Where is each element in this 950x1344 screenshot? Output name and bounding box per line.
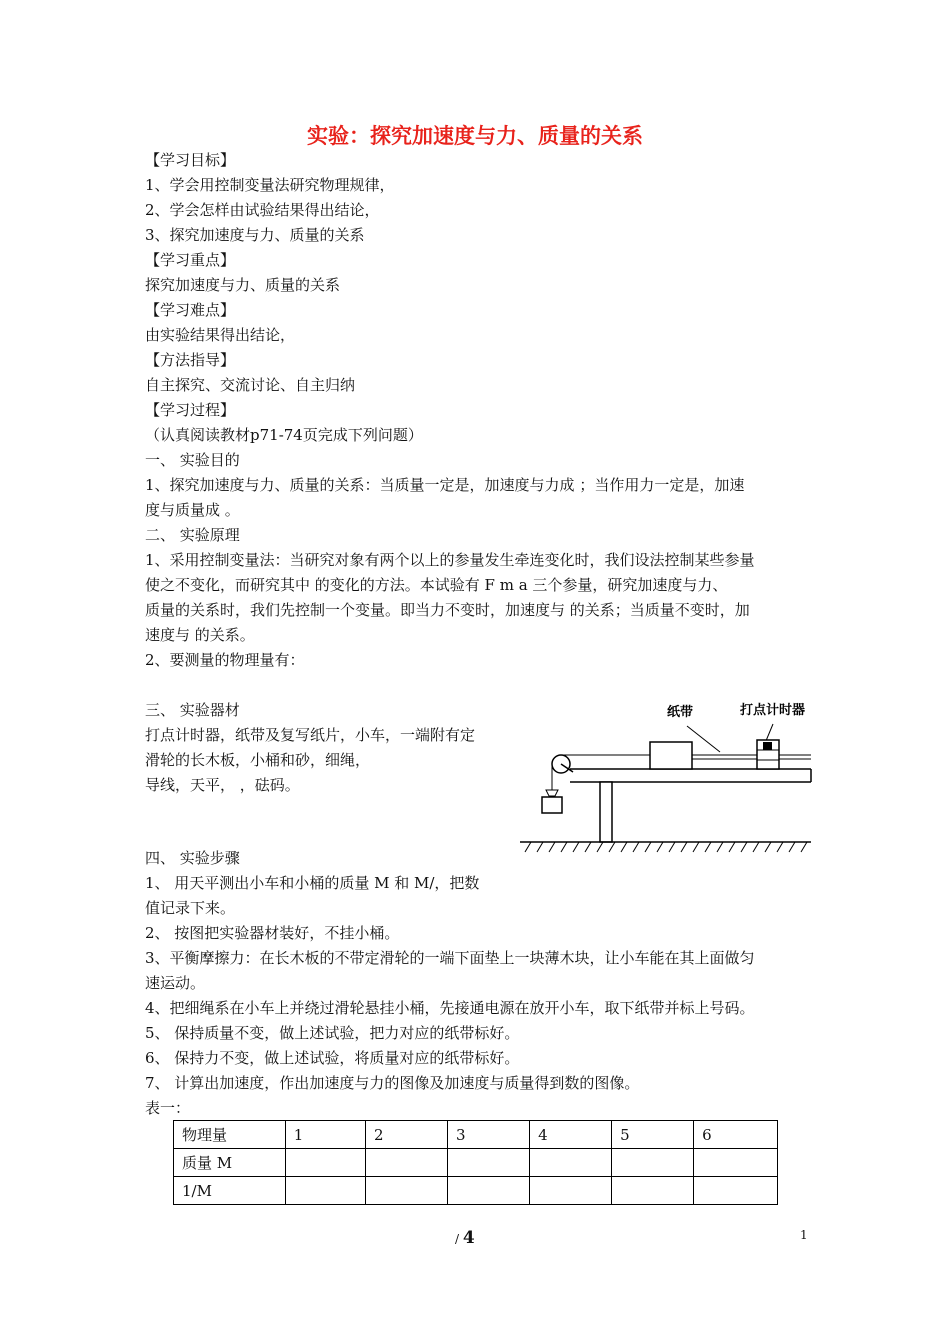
hatch-mark: [597, 842, 603, 852]
hatch-mark: [561, 842, 567, 852]
table-cell: 4: [530, 1121, 612, 1149]
text-line: 速度与 的关系。: [145, 626, 255, 644]
text-line: 1、采用控制变量法：当研究对象有两个以上的参量发生牵连变化时，我们设法控制某些参量: [145, 551, 755, 569]
table-cell: [612, 1177, 694, 1205]
hatch-mark: [585, 842, 591, 852]
table-cell: [285, 1177, 365, 1205]
hatch-mark: [705, 842, 711, 852]
heading-objectives: 【学习目标】: [145, 151, 236, 169]
table-row: [174, 1149, 778, 1177]
page-total: 4: [462, 1228, 475, 1248]
hatch-mark: [777, 842, 783, 852]
hatch-mark: [669, 842, 675, 852]
ground-hatch: [525, 842, 807, 852]
hatch-mark: [573, 842, 579, 852]
document-title: 实验：探究加速度与力、质量的关系: [307, 124, 643, 148]
hatch-mark: [681, 842, 687, 852]
table-cell: [285, 1149, 365, 1177]
text-line: 5、 保持质量不变，做上述试验，把力对应的纸带标好。: [145, 1024, 520, 1042]
section-principle: 二、 实验原理: [145, 526, 240, 544]
heading-process: 【学习过程】: [145, 401, 236, 419]
page-number: 1: [800, 1228, 808, 1242]
hatch-mark: [717, 842, 723, 852]
text-line: 7、 计算出加速度，作出加速度与力的图像及加速度与质量得到数的图像。: [145, 1074, 640, 1092]
text-line: 速运动。: [145, 974, 206, 992]
text-line: 2、学会怎样由试验结果得出结论，: [145, 201, 380, 219]
table-cell: [612, 1149, 694, 1177]
label-timer: 打点计时器: [740, 703, 806, 718]
text-line: 3、探究加速度与力、质量的关系: [145, 226, 365, 244]
hatch-mark: [633, 842, 639, 852]
table-cell: [448, 1177, 530, 1205]
hatch-mark: [621, 842, 627, 852]
hatch-mark: [657, 842, 663, 852]
text-line: 1、学会用控制变量法研究物理规律，: [145, 176, 395, 194]
text-line: 滑轮的长木板，小桶和砂，细绳，: [145, 751, 371, 769]
bucket: [542, 797, 562, 813]
text-line: 2、 按图把实验器材装好，不挂小桶。: [145, 924, 400, 942]
text-line: 探究加速度与力、质量的关系: [145, 276, 341, 294]
table-caption: 表一：: [145, 1099, 191, 1117]
table-cell: [694, 1149, 778, 1177]
text-line: 1、探究加速度与力、质量的关系：当质量一定是，加速度与力成 ；当作用力一定是，加速: [145, 476, 745, 494]
section-purpose: 一、 实验目的: [145, 451, 240, 469]
text-line: 打点计时器，纸带及复写纸片，小车，一端附有定: [145, 726, 476, 744]
page-slash: /: [455, 1232, 460, 1246]
table-cell: 3: [448, 1121, 530, 1149]
table-row: [174, 1177, 778, 1205]
table-cell: 物理量: [174, 1121, 286, 1149]
text-line: 3、平衡摩擦力：在长木板的不带定滑轮的一端下面垫上一块薄木块，让小车能在其上面做匀: [145, 949, 755, 967]
text-line: 由实验结果得出结论，: [145, 326, 296, 344]
hatch-mark: [693, 842, 699, 852]
text-line: 使之不变化，而研究其中 的变化的方法。本试验有 F m a 三个参量，研究加速度与力、: [145, 576, 728, 594]
hatch-mark: [789, 842, 795, 852]
text-line: 2、要测量的物理量有：: [145, 651, 305, 669]
label-paper-tape: 纸带: [667, 705, 694, 720]
table-cell: 6: [694, 1121, 778, 1149]
section-steps: 四、 实验步骤: [145, 849, 240, 867]
text-line: 6、 保持力不变，做上述试验，将质量对应的纸带标好。: [145, 1049, 520, 1067]
text-line: 自主探究、交流讨论、自主归纳: [145, 376, 356, 394]
hatch-mark: [549, 842, 555, 852]
table-cell: [694, 1177, 778, 1205]
hatch-mark: [753, 842, 759, 852]
table-cell: [448, 1149, 530, 1177]
hatch-mark: [765, 842, 771, 852]
apparatus-diagram: [515, 690, 815, 860]
table-cell: 5: [612, 1121, 694, 1149]
hatch-mark: [525, 842, 531, 852]
hatch-mark: [537, 842, 543, 852]
text-line: （认真阅读教材p71-74页完成下列问题）: [145, 426, 423, 444]
table-cell: 1/M: [174, 1177, 286, 1205]
text-line: 1、 用天平测出小车和小桶的质量 M 和 M/，把数: [145, 874, 480, 892]
text-line: 导线，天平， ，砝码。: [145, 776, 300, 794]
heading-difficulties: 【学习难点】: [145, 301, 236, 319]
hatch-mark: [609, 842, 615, 852]
table-cell: [366, 1149, 448, 1177]
table-cell: [366, 1177, 448, 1205]
hatch-mark: [741, 842, 747, 852]
heading-method: 【方法指导】: [145, 351, 236, 369]
hatch-mark: [645, 842, 651, 852]
data-table: [173, 1120, 778, 1205]
hatch-mark: [729, 842, 735, 852]
table-cell: 质量 M: [174, 1149, 286, 1177]
table-cell: [530, 1149, 612, 1177]
cart: [650, 742, 692, 769]
text-line: 值记录下来。: [145, 899, 236, 917]
table-cell: 1: [285, 1121, 365, 1149]
page-count: [455, 1228, 475, 1248]
text-line: 质量的关系时，我们先控制一个变量。即当力不变时，加速度与 的关系；当质量不变时，加: [145, 601, 750, 619]
text-line: 度与质量成 。: [145, 501, 240, 519]
text-line: 4、把细绳系在小车上并绕过滑轮悬挂小桶，先接通电源在放开小车，取下纸带并标上号码。: [145, 999, 755, 1017]
table-row: [174, 1121, 778, 1149]
table-leg: [600, 782, 612, 842]
heading-key-points: 【学习重点】: [145, 251, 236, 269]
table-cell: [530, 1177, 612, 1205]
section-equipment: 三、 实验器材: [145, 701, 240, 719]
hatch-mark: [801, 842, 807, 852]
table-cell: 2: [366, 1121, 448, 1149]
